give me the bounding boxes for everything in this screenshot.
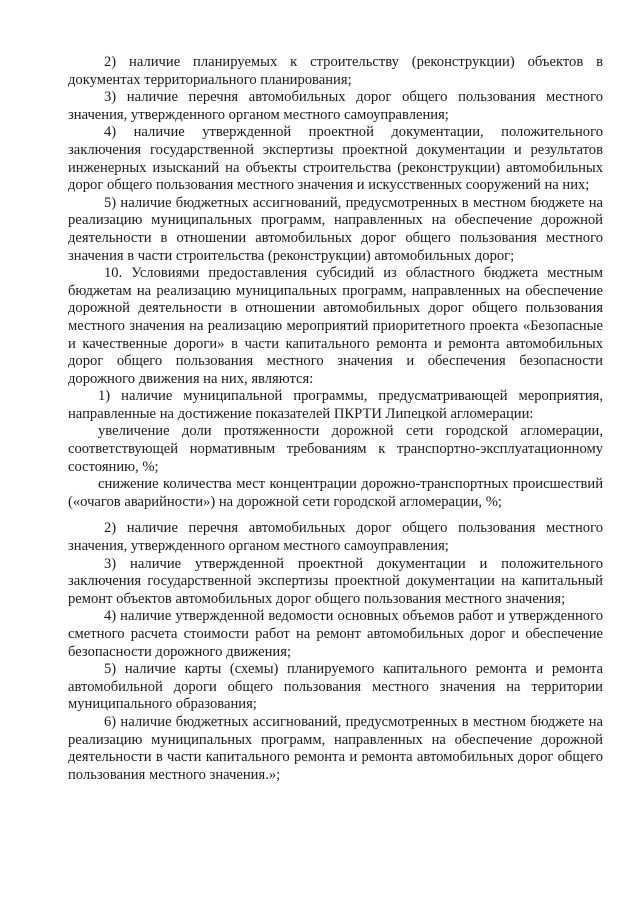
- paragraph-subitem-4: 4) наличие утвержденной ведомости основных объемов работ и утвержденного сметного расчета стоимости работ на ремонт автомобильных дорог и обеспечение безопасности дорожного движения;: [68, 608, 603, 660]
- paragraph-clause-10: 10. Условиями предоставления субсидий из областного бюджета местным бюджетам на реализацию муниципальных программ, направленных на обеспечение дорожной деятельности в отношении автомобильных дорог общего пользования местного значения на реализацию мероприятий приоритетного проекта «Безопасные и качественные дороги» в части капитального ремонта и ремонта автомобильных дорог общего пользования местного значения и обеспечения безопасности дорожного движения на них, являются:: [68, 265, 603, 387]
- paragraph-subitem-1: 1) наличие муниципальной программы, предусматривающей мероприятия, направленные на достижение показателей ПКРТИ Липецкой агломерации:: [68, 388, 603, 422]
- paragraph-indicator-2: снижение количества мест концентрации дорожно-транспортных происшествий («очагов аварийности») на дорожной сети городской агломерации, %;: [68, 476, 603, 510]
- paragraph-subitem-5: 5) наличие карты (схемы) планируемого капитального ремонта и ремонта автомобильной дороги общего пользования местного значения на территории муниципального образования;: [68, 661, 603, 713]
- paragraph-subitem-2: 2) наличие перечня автомобильных дорог общего пользования местного значения, утвержденного органом местного самоуправления;: [68, 520, 603, 555]
- paragraph-item-3: 3) наличие перечня автомобильных дорог общего пользования местного значения, утвержденного органом местного самоуправления;: [68, 89, 603, 123]
- paragraph-indicator-1: увеличение доли протяженности дорожной сети городской агломерации, соответствующей нормативным требованиям к транспортно-эксплуатационному состоянию, %;: [68, 423, 603, 475]
- paragraph-item-5: 5) наличие бюджетных ассигнований, предусмотренных в местном бюджете на реализацию муниципальных программ, направленных на обеспечение дорожной деятельности в отношении автомобильных дорог общего пользования местного значения в части строительства (реконструкции) автомобильных дорог;: [68, 194, 603, 264]
- paragraph-item-2: 2) наличие планируемых к строительству (реконструкции) объектов в документах территориального планирования;: [68, 54, 603, 88]
- paragraph-subitem-3: 3) наличие утвержденной проектной документации и положительного заключения государственной экспертизы проектной документации на капитальный ремонт объектов автомобильных дорог общего пользования местного значения;: [68, 555, 603, 607]
- document-body: [68, 54, 603, 784]
- paragraph-item-4: 4) наличие утвержденной проектной документации, положительного заключения государственной экспертизы проектной документации и результатов инженерных изысканий на объекты строительства (реконструкции) автомобильных дорог общего пользования местного значения и искусственных сооружений на них;: [68, 124, 603, 194]
- paragraph-subitem-6: 6) наличие бюджетных ассигнований, предусмотренных в местном бюджете на реализацию муниципальных программ, направленных на обеспечение дорожной деятельности в части капитального ремонта и ремонта автомобильных дорог общего пользования местного значения.»;: [68, 713, 603, 783]
